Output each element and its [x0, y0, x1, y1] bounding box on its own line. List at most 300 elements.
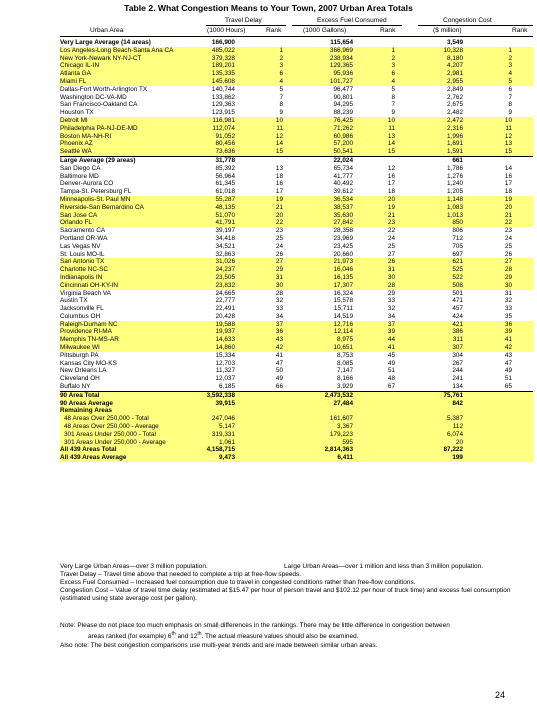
delay-cell: 56,964 [215, 172, 235, 180]
cost-rank-cell: 32 [504, 297, 512, 305]
fuel-rank-cell: 67 [387, 383, 395, 391]
header-rule-fuel [292, 25, 402, 26]
area-name-cell: San Francisco-Oakland CA [60, 101, 138, 109]
cost-rank-cell: 39 [504, 328, 512, 336]
table-row [60, 140, 533, 148]
delay-rank-cell [235, 454, 283, 462]
area-name-cell: Portland OR-WA [60, 234, 108, 242]
area-name-cell: Providence RI-MA [60, 328, 112, 336]
delay-rank-cell: 21 [275, 203, 283, 211]
fuel-cell: 238,934 [329, 54, 353, 62]
fuel-cell: 2,473,532 [324, 391, 353, 399]
cost-cell: 1,148 [447, 195, 463, 203]
area-name-cell: Washington DC-VA-MD [60, 93, 127, 101]
fuel-rank-cell [353, 407, 395, 415]
fuel-rank-cell: 37 [387, 320, 395, 328]
cost-rank-cell [463, 39, 512, 47]
page-number: 24 [495, 690, 506, 700]
area-name-cell: 48 Areas Over 250,000 - Total [64, 415, 149, 423]
cost-cell: 386 [452, 328, 463, 336]
fuel-rank-cell [353, 446, 395, 454]
cost-cell: 2,849 [447, 85, 463, 93]
delay-cell: 1,061 [219, 438, 235, 446]
cost-rank-cell [463, 157, 512, 165]
fuel-rank-cell: 25 [387, 242, 395, 250]
cost-rank-cell: 51 [504, 375, 512, 383]
delay-rank-cell: 14 [275, 140, 283, 148]
fuel-rank-cell: 12 [387, 164, 395, 172]
table-row [60, 439, 533, 447]
delay-definition: Travel Delay – Travel time above that needed to complete a trip at free-flow speeds. [60, 571, 302, 578]
delay-cell: 34,521 [215, 242, 235, 250]
area-name-cell: Dallas-Fort Worth-Arlington TX [60, 85, 148, 93]
area-name-cell: 48 Areas Over 250,000 - Average [64, 423, 159, 431]
delay-cell: 166,900 [211, 39, 235, 46]
fuel-rank-cell: 2 [391, 54, 395, 62]
fuel-rank-cell: 33 [387, 297, 395, 305]
table-row [60, 101, 533, 109]
fuel-cell: 129,365 [329, 62, 353, 70]
table-row [60, 109, 533, 117]
delay-rank-cell: 29 [275, 266, 283, 274]
cost-rank-cell [463, 415, 512, 423]
cost-rank-cell [463, 431, 512, 439]
cost-rank-cell: 24 [504, 234, 512, 242]
delay-rank-cell: 25 [275, 234, 283, 242]
cost-cell: 501 [452, 289, 463, 297]
cost-cell: 3,549 [447, 39, 463, 46]
cost-cell: 311 [452, 336, 463, 344]
cost-rank-cell: 21 [504, 211, 512, 219]
cost-rank-cell: 2 [508, 54, 512, 62]
area-name-cell: Buffalo NY [60, 383, 91, 391]
cost-rank-cell: 65 [504, 383, 512, 391]
table-row [60, 391, 533, 400]
delay-rank-cell: 27 [275, 258, 283, 266]
fuel-cell: 28,358 [333, 227, 353, 235]
delay-cell: 112,074 [212, 124, 235, 132]
cost-rank-cell: 1 [508, 46, 512, 54]
delay-cell: 22,777 [215, 297, 235, 305]
delay-rank-cell: 1 [279, 46, 283, 54]
table-row [60, 328, 533, 336]
cost-rank-cell [463, 392, 512, 400]
delay-rank-cell: 33 [275, 305, 283, 313]
delay-rank-cell: 5 [279, 85, 283, 93]
fuel-definition: Excess Fuel Consumed – Increased fuel consumption due to travel in congested conditions rather than free-flow conditions. [60, 579, 416, 586]
fuel-cell: 8,753 [337, 351, 353, 359]
delay-rank-cell: 7 [279, 93, 283, 101]
cost-rank-cell: 27 [504, 258, 512, 266]
fuel-rank-cell [353, 157, 395, 165]
cost-cell: 508 [452, 281, 463, 289]
area-name-cell: Charlotte NC-SC [60, 266, 108, 274]
table-row [60, 148, 533, 156]
fuel-rank-cell: 4 [391, 77, 395, 85]
delay-cell: 23,832 [215, 281, 235, 289]
cost-rank-cell: 3 [508, 62, 512, 70]
fuel-cell: 88,239 [333, 109, 353, 117]
cost-cell: 471 [452, 297, 463, 305]
area-name-cell: Pittsburgh PA [60, 351, 99, 359]
header-fuel-unit: (1000 Gallons) [303, 27, 347, 34]
delay-cell: 39,915 [215, 399, 235, 407]
area-name-cell: Philadelphia PA-NJ-DE-MD [60, 124, 138, 132]
area-name-cell: Baltimore MD [60, 172, 99, 180]
delay-cell: 34,418 [215, 234, 235, 242]
area-name-cell: Cincinnati OH-KY-IN [60, 281, 119, 289]
delay-cell: 12,703 [215, 359, 235, 367]
cost-rank-cell: 47 [504, 359, 512, 367]
table-row [60, 133, 533, 141]
fuel-cell: 3,929 [337, 383, 353, 391]
fuel-cell: 94,295 [333, 101, 353, 109]
delay-rank-cell: 22 [275, 219, 283, 227]
table-row [60, 266, 533, 274]
cost-rank-cell: 18 [504, 188, 512, 196]
cost-rank-cell [463, 407, 512, 415]
delay-cell: 485,022 [211, 46, 235, 54]
cost-rank-cell: 16 [504, 172, 512, 180]
area-name-cell: Very Large Average (14 areas) [60, 39, 151, 46]
delay-rank-cell: 19 [275, 195, 283, 203]
cost-rank-cell: 33 [504, 305, 512, 313]
fuel-rank-cell: 10 [387, 116, 395, 124]
cost-cell: 424 [452, 312, 463, 320]
fuel-cell [283, 407, 353, 415]
delay-rank-cell: 49 [275, 375, 283, 383]
cost-rank-cell: 20 [504, 203, 512, 211]
table-row [60, 55, 533, 63]
fuel-cell: 50,541 [333, 148, 353, 156]
delay-rank-cell: 12 [275, 132, 283, 140]
area-name-cell: Milwaukee WI [60, 344, 100, 352]
cost-cell: 457 [452, 305, 463, 313]
delay-cell: 31,026 [215, 258, 235, 266]
delay-cell: 9,473 [219, 454, 235, 462]
cost-cell: 621 [452, 258, 463, 266]
cost-cell: 1,240 [447, 180, 463, 188]
table-row [60, 180, 533, 188]
delay-rank-cell: 23 [275, 227, 283, 235]
fuel-cell: 27,842 [333, 219, 353, 227]
delay-cell: 123,915 [211, 109, 235, 117]
delay-cell: 5,147 [219, 423, 235, 431]
fuel-rank-cell [353, 415, 395, 423]
header-congestion-cost: Congestion Cost [443, 17, 492, 24]
fuel-cell: 7,147 [337, 367, 353, 375]
table-row [60, 400, 533, 408]
cost-cell: 421 [452, 320, 463, 328]
fuel-rank-cell: 39 [387, 328, 395, 336]
area-name-cell: St. Louis MO-IL [60, 250, 105, 258]
fuel-cell: 16,046 [333, 266, 353, 274]
fuel-cell: 57,200 [333, 140, 353, 148]
cost-rank-cell: 49 [504, 367, 512, 375]
cost-cell: 307 [452, 344, 463, 352]
fuel-rank-cell: 11 [388, 124, 395, 132]
area-name-cell: San Jose CA [60, 211, 98, 219]
area-name-cell: Detroit MI [60, 116, 88, 124]
delay-rank-cell: 20 [275, 211, 283, 219]
table-row [60, 367, 533, 375]
fuel-rank-cell: 3 [391, 62, 395, 70]
fuel-rank-cell: 16 [387, 172, 395, 180]
fuel-rank-cell: 26 [387, 258, 395, 266]
fuel-cell: 15,711 [333, 305, 353, 313]
area-name-cell: All 439 Areas Total [60, 446, 117, 454]
cost-cell: 75,761 [443, 391, 463, 399]
delay-cell: 4,158,715 [206, 446, 235, 454]
area-name-cell: Austin TX [60, 297, 88, 305]
delay-rank-cell [235, 423, 283, 431]
header-travel-delay: Travel Delay [225, 17, 262, 24]
delay-cell: 32,863 [215, 250, 235, 258]
fuel-cell: 96,477 [333, 85, 353, 93]
cost-cell: 1,691 [447, 140, 463, 148]
fuel-cell: 366,969 [329, 46, 353, 54]
delay-rank-cell [235, 407, 283, 415]
area-name-cell: Phoenix AZ [60, 140, 93, 148]
delay-rank-cell: 8 [279, 101, 283, 109]
congestion-table [60, 17, 533, 462]
header-delay-rank: Rank [266, 27, 282, 34]
table-body [60, 39, 533, 462]
fuel-rank-cell: 21 [387, 211, 395, 219]
cost-cell: 20 [455, 438, 463, 446]
table-row [60, 39, 533, 47]
cost-cell: 10,328 [443, 46, 463, 54]
delay-rank-cell: 50 [275, 367, 283, 375]
area-name-cell: Los Angeles-Long Beach-Santa Ana CA [60, 46, 174, 54]
fuel-cell: 23,969 [333, 234, 353, 242]
delay-cell: 12,037 [215, 375, 235, 383]
delay-cell: 48,135 [215, 203, 235, 211]
cost-cell: 87,222 [443, 446, 463, 454]
area-name-cell: New Orleans LA [60, 367, 107, 375]
cost-rank-cell: 11 [505, 124, 512, 132]
cost-cell: 2,482 [447, 109, 463, 117]
delay-rank-cell: 17 [275, 188, 283, 196]
fuel-rank-cell: 9 [391, 109, 395, 117]
fuel-cell: 17,307 [333, 281, 353, 289]
area-name-cell: Seattle WA [60, 148, 92, 156]
fuel-rank-cell: 24 [387, 234, 395, 242]
fuel-rank-cell: 48 [387, 375, 395, 383]
table-row [60, 258, 533, 266]
cost-rank-cell: 10 [504, 116, 512, 124]
cost-cell: 661 [452, 156, 463, 164]
cost-rank-cell: 29 [504, 273, 512, 281]
delay-rank-cell: 13 [275, 164, 283, 172]
delay-rank-cell: 30 [275, 281, 283, 289]
delay-rank-cell: 36 [275, 328, 283, 336]
table-row [60, 78, 533, 86]
delay-rank-cell: 24 [275, 242, 283, 250]
area-name-cell: Columbus OH [60, 312, 101, 320]
area-name-cell: Virginia Beach VA [60, 289, 111, 297]
fuel-cell: 3,367 [337, 423, 353, 431]
fuel-rank-cell: 23 [387, 219, 395, 227]
delay-rank-cell: 15 [275, 148, 283, 156]
fuel-rank-cell: 41 [387, 344, 395, 352]
fuel-rank-cell: 27 [387, 250, 395, 258]
cost-rank-cell: 15 [504, 148, 512, 156]
cost-cell: 2,955 [447, 77, 463, 85]
cost-cell: 1,276 [447, 172, 463, 180]
area-name-cell: Jacksonville FL [60, 305, 104, 313]
cost-rank-cell: 14 [504, 164, 512, 172]
table-row [60, 156, 533, 165]
cost-rank-cell [463, 423, 512, 431]
delay-rank-cell [235, 431, 283, 439]
delay-rank-cell: 34 [275, 312, 283, 320]
fuel-cell: 27,484 [333, 399, 353, 407]
delay-cell: 55,287 [215, 195, 235, 203]
cost-rank-cell: 13 [504, 140, 512, 148]
cost-cell: 4,207 [447, 62, 463, 70]
cost-rank-cell: 26 [504, 250, 512, 258]
cost-cell: 705 [452, 242, 463, 250]
table-row [60, 274, 533, 282]
fuel-rank-cell [353, 400, 395, 408]
delay-rank-cell: 11 [276, 124, 283, 132]
cost-rank-cell: 25 [504, 242, 512, 250]
delay-cell: 11,327 [215, 367, 235, 375]
cost-cell: 2,316 [447, 124, 463, 132]
table-row [60, 173, 533, 181]
fuel-cell: 2,814,363 [324, 446, 353, 454]
size-note-large: Large Urban Areas—over 1 million and less than 3 million population. [284, 563, 484, 570]
delay-cell: 6,185 [219, 383, 235, 391]
cost-cell: 6,074 [447, 430, 463, 438]
delay-rank-cell: 37 [275, 320, 283, 328]
cost-cell: 241 [452, 375, 463, 383]
fuel-cell: 90,801 [333, 93, 353, 101]
delay-cell: 20,428 [215, 312, 235, 320]
cost-cell [395, 407, 463, 415]
delay-rank-cell: 47 [275, 359, 283, 367]
delay-rank-cell: 18 [275, 172, 283, 180]
fuel-cell: 6,411 [337, 454, 353, 462]
header-excess-fuel: Excess Fuel Consumed [317, 17, 387, 24]
cost-cell: 244 [452, 367, 463, 375]
cost-cell: 2,981 [447, 70, 463, 78]
area-name-cell: San Antonio TX [60, 258, 105, 266]
table-row [60, 62, 533, 70]
table-row [60, 125, 533, 133]
fuel-rank-cell: 45 [387, 351, 395, 359]
delay-cell: 73,636 [215, 148, 235, 156]
cost-cell: 842 [452, 399, 463, 407]
cost-cell: 8,180 [447, 54, 463, 62]
cost-rank-cell: 41 [504, 336, 512, 344]
fuel-rank-cell [353, 39, 395, 47]
delay-rank-cell [235, 392, 283, 400]
header-cost-unit: ($ million) [433, 27, 462, 34]
fuel-cell: 115,654 [330, 39, 353, 46]
fuel-cell: 20,660 [333, 250, 353, 258]
cost-cell: 5,387 [447, 415, 463, 423]
note-comparisons: Also note: The best congestion comparisons use multi-year trends and are made between similar urban areas. [60, 641, 378, 649]
delay-rank-cell: 2 [279, 54, 283, 62]
fuel-cell: 10,651 [333, 344, 353, 352]
cost-rank-cell: 12 [504, 132, 512, 140]
table-row [60, 86, 533, 94]
delay-cell: 3,592,338 [206, 391, 235, 399]
area-name-cell: 90 Areas Average [60, 399, 113, 407]
table-row [60, 446, 533, 454]
fuel-cell: 76,425 [333, 116, 353, 124]
cost-cell: 1,996 [447, 132, 463, 140]
delay-cell: 22,491 [215, 305, 235, 313]
cost-rank-cell: 43 [504, 351, 512, 359]
fuel-cell: 60,986 [333, 132, 353, 140]
header-rule-delay [206, 25, 286, 26]
cost-rank-cell: 22 [504, 219, 512, 227]
delay-rank-cell: 10 [275, 116, 283, 124]
delay-cell: 140,744 [211, 85, 235, 93]
cost-rank-cell: 17 [504, 180, 512, 188]
delay-cell: 133,862 [211, 93, 235, 101]
cost-cell: 2,675 [447, 101, 463, 109]
fuel-cell: 23,425 [333, 242, 353, 250]
delay-cell: 31,778 [215, 156, 235, 164]
fuel-cell: 8,166 [337, 375, 353, 383]
table-row [60, 375, 533, 383]
cost-rank-cell: 36 [504, 320, 512, 328]
fuel-cell: 595 [342, 438, 353, 446]
fuel-cell: 16,135 [333, 273, 353, 281]
cost-rank-cell: 5 [508, 77, 512, 85]
cost-rank-cell [463, 446, 512, 454]
cost-cell: 806 [452, 227, 463, 235]
cost-rank-cell: 23 [504, 227, 512, 235]
area-name-cell: Minneapolis-St. Paul MN [60, 195, 131, 203]
delay-cell: 129,363 [211, 101, 235, 109]
area-name-cell: San Diego CA [60, 164, 101, 172]
cost-cell: 522 [452, 273, 463, 281]
fuel-rank-cell: 1 [391, 46, 395, 54]
delay-cell [202, 407, 235, 415]
delay-cell: 19,937 [215, 328, 235, 336]
fuel-rank-cell: 6 [391, 70, 395, 78]
delay-rank-cell [235, 446, 283, 454]
delay-rank-cell [235, 415, 283, 423]
area-name-cell: Raleigh-Durham NC [60, 320, 118, 328]
fuel-rank-cell [353, 431, 395, 439]
delay-cell: 80,456 [215, 140, 235, 148]
table-row [60, 47, 533, 55]
area-name-cell: Orlando FL [60, 219, 92, 227]
cost-cell: 267 [452, 359, 463, 367]
fuel-rank-cell: 30 [387, 273, 395, 281]
cost-cell: 134 [452, 383, 463, 391]
delay-cell: 41,791 [215, 219, 235, 227]
header-bottom-rule [60, 36, 533, 37]
cost-cell: 1,786 [447, 164, 463, 172]
table-row [60, 454, 533, 462]
cost-definition: Congestion Cost – Value of travel time delay (estimated at $15.47 per hour of person travel and $102.12 per hour of truck time) and excess fuel consumption (estimated using state average cost per gallon). [60, 587, 511, 602]
cost-cell: 304 [452, 351, 463, 359]
delay-rank-cell: 28 [275, 289, 283, 297]
delay-rank-cell: 66 [275, 383, 283, 391]
cost-rank-cell [463, 439, 512, 447]
fuel-cell: 22,024 [333, 156, 353, 164]
delay-cell: 19,588 [215, 320, 235, 328]
area-name-cell: 301 Areas Under 250,000 - Average [64, 438, 166, 446]
delay-cell: 379,328 [211, 54, 235, 62]
